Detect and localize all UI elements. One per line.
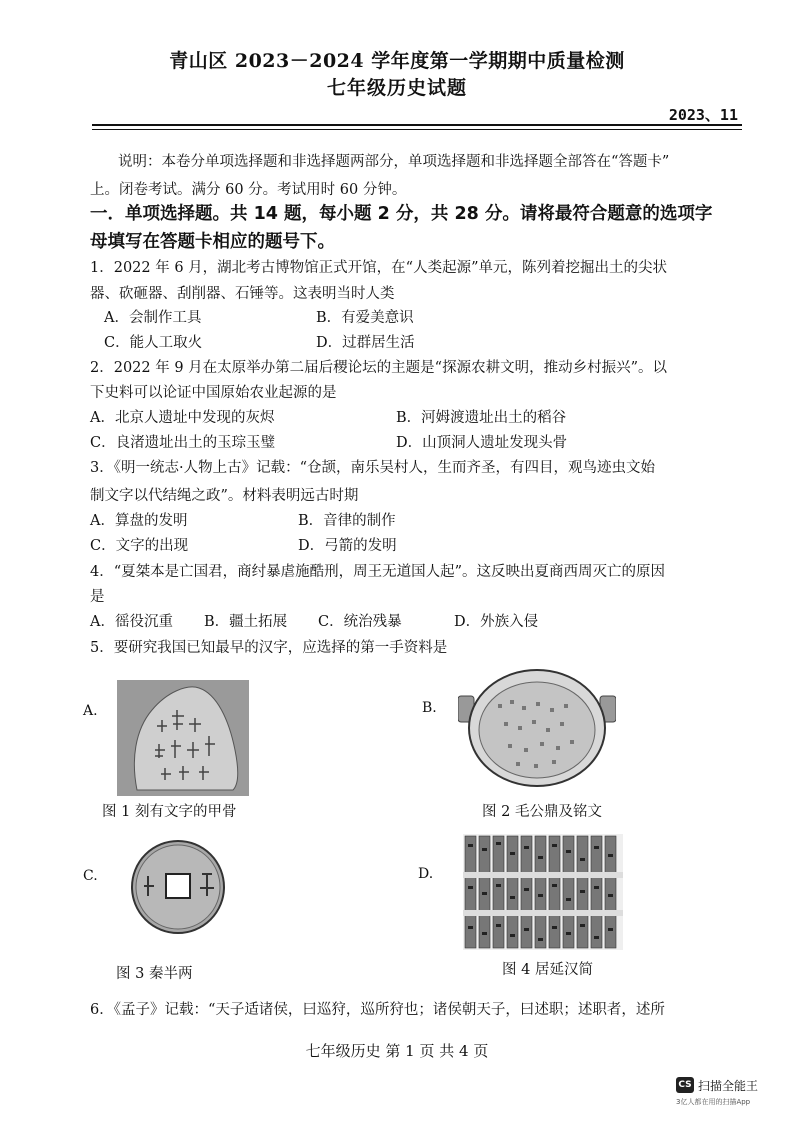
scanner-watermark xyxy=(676,1076,786,1110)
q1-option-a: A．会制作工具 xyxy=(104,310,202,326)
mao-gong-ding-image xyxy=(458,666,616,794)
section1-heading-line1: 一．单项选择题。共 14 题，每小题 2 分，共 28 分。请将最符合题意的选项字 xyxy=(90,204,713,224)
q5-stem: 5．要研究我国已知最早的汉字，应选择的第一手资料是 xyxy=(90,640,448,656)
q2-option-b: B．河姆渡遗址出土的稻谷 xyxy=(396,410,567,426)
q5-figure4-caption: 图 4 居延汉简 xyxy=(502,962,593,978)
q2-stem-line1: 2．2022 年 9 月在太原举办第二届后稷论坛的主题是“探源农耕文明，推动乡村振兴”。以 xyxy=(90,360,668,376)
q3-option-a: A．算盘的发明 xyxy=(90,513,188,529)
q3-option-b: B．音律的制作 xyxy=(298,513,396,529)
q4-stem-line2: 是 xyxy=(90,589,105,605)
camscanner-logo-icon: CS xyxy=(676,1077,694,1093)
q1-option-d: D．过群居生活 xyxy=(316,335,415,351)
q3-stem-line1: 3．《明一统志·人物上古》记载：“仓颉，南乐吴村人，生而齐圣，有四目，观鸟迹虫文始 xyxy=(90,460,655,476)
q5-figure1-caption: 图 1 刻有文字的甲骨 xyxy=(102,804,237,820)
q3-option-c: C．文字的出现 xyxy=(90,538,189,554)
q4-option-c: C．统治残暴 xyxy=(318,614,402,630)
q5-option-d-letter: D. xyxy=(418,866,434,882)
camscanner-tagline: 3亿人都在用的扫描App xyxy=(676,1098,751,1106)
q4-option-b: B．疆土拓展 xyxy=(204,614,288,630)
camscanner-name: 扫描全能王 xyxy=(698,1079,759,1093)
q3-stem-line2: 制文字以代结绳之政”。材料表明远古时期 xyxy=(90,488,359,504)
q2-option-a: A．北京人遗址中发现的灰烬 xyxy=(90,410,275,426)
q1-stem-line2: 器、砍砸器、刮削器、石锤等。这表明当时人类 xyxy=(90,286,395,302)
q1-option-c: C．能人工取火 xyxy=(104,335,203,351)
instructions-line1: 说明：本卷分单项选择题和非选择题两部分，单项选择题和非选择题全部答在“答题卡” xyxy=(118,154,670,170)
q1-option-b: B．有爱美意识 xyxy=(316,310,414,326)
exam-subtitle: 七年级历史试题 xyxy=(326,77,467,99)
header-rule-thin xyxy=(92,129,742,130)
q2-option-d: D．山顶洞人遗址发现头骨 xyxy=(396,435,568,451)
q4-option-d: D．外族入侵 xyxy=(454,614,539,630)
q4-stem-line1: 4．“夏桀本是亡国君，商纣暴虐施酷刑，周王无道国人起”。这反映出夏商西周灭亡的原因 xyxy=(90,564,666,580)
page-footer: 七年级历史 第 1 页 共 4 页 xyxy=(305,1042,489,1060)
qin-ban-liang-coin-image xyxy=(130,836,226,938)
q5-figure3-caption: 图 3 秦半两 xyxy=(116,966,193,982)
exam-date: 2023、11 xyxy=(668,106,738,124)
juyan-bamboo-slips-image xyxy=(463,834,623,950)
header-rule-thick xyxy=(92,124,742,126)
section1-heading-line2: 母填写在答题卡相应的题号下。 xyxy=(90,232,335,252)
exam-title: 青山区 2023－2024 学年度第一学期期中质量检测 xyxy=(169,50,625,72)
q5-figure2-caption: 图 2 毛公鼎及铭文 xyxy=(482,804,602,820)
q5-option-c-letter: C. xyxy=(83,868,98,884)
oracle-bone-image xyxy=(117,680,249,796)
q1-stem-line1: 1．2022 年 6 月，湖北考古博物馆正式开馆，在“人类起源”单元，陈列着挖掘出土的尖状 xyxy=(90,260,668,276)
q4-option-a: A．徭役沉重 xyxy=(90,614,173,630)
instructions-line2: 上。闭卷考试。满分 60 分。考试用时 60 分钟。 xyxy=(90,182,407,198)
q5-option-a-letter: A. xyxy=(83,703,98,719)
q2-stem-line2: 下史料可以论证中国原始农业起源的是 xyxy=(90,385,337,401)
q5-option-b-letter: B. xyxy=(422,700,437,716)
q6-stem-line1: 6．《孟子》记载：“天子适诸侯，曰巡狩，巡所狩也；诸侯朝天子，曰述职；述职者，述所 xyxy=(90,1002,665,1018)
q3-option-d: D．弓箭的发明 xyxy=(298,538,397,554)
q2-option-c: C．良渚遗址出土的玉琮玉璧 xyxy=(90,435,276,451)
